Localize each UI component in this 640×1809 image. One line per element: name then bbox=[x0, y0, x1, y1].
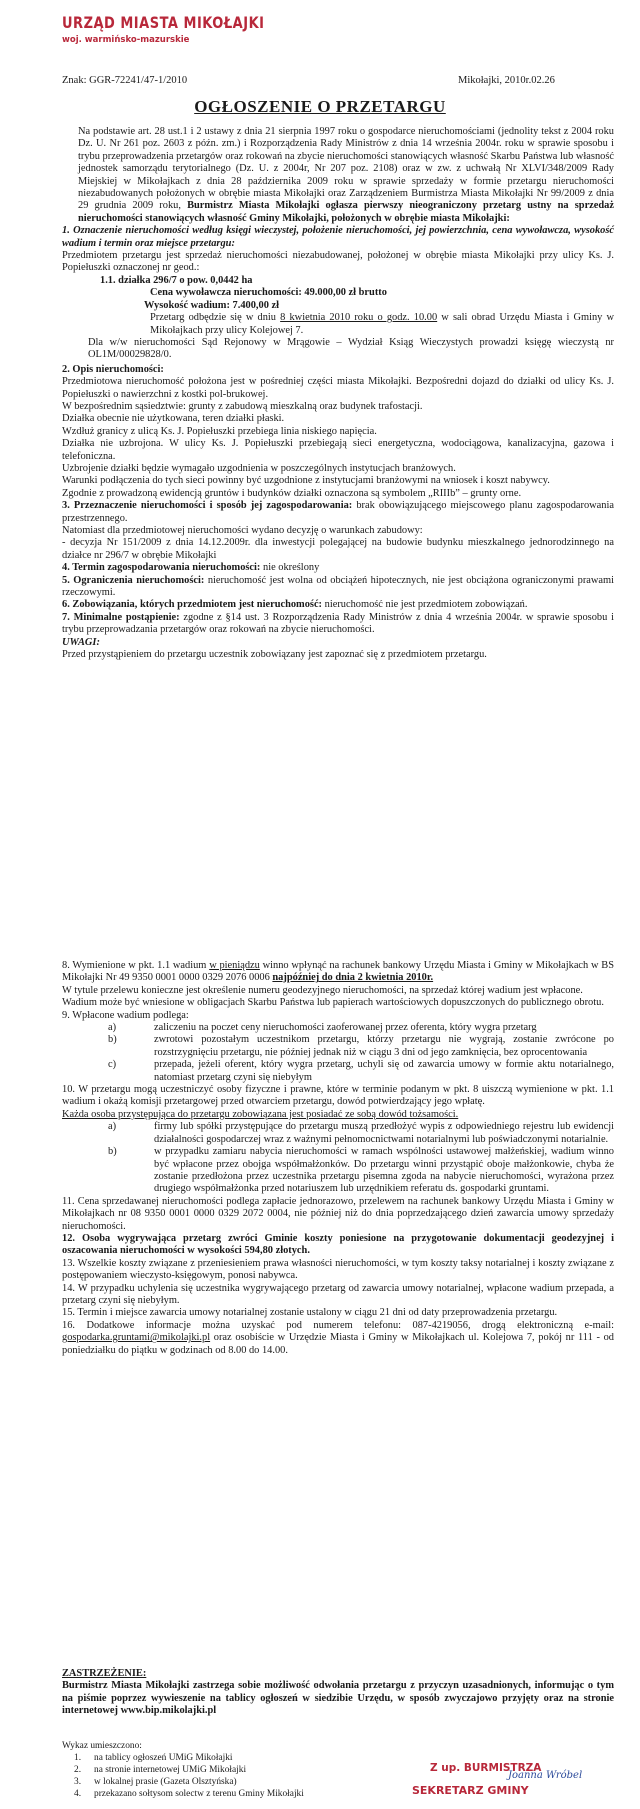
section-3-line: - decyzja Nr 151/2009 z dnia 14.12.2009r. dla inwestycji polegającej na budowie budynku mieszkalnego jednorodzinnego na działce nr 296/7 w obrębie Mikołajki bbox=[62, 537, 614, 561]
item-text: przepada, jeżeli oferent, który wygra przetarg, uchyli się od zawarcia umowy w formie aktu notarialnego, natomiast przetarg czyni się niebyłym bbox=[154, 1059, 614, 1083]
section-3-text: brak obowiązującego miejscowego planu zagospodarowania przestrzennego. bbox=[62, 500, 614, 524]
item-mark: c) bbox=[108, 1059, 117, 1071]
plot-line: 1.1. działka 296/7 o pow. 0,0442 ha bbox=[100, 274, 253, 286]
distribution-item bbox=[62, 1764, 392, 1776]
section-3-line: Natomiast dla przedmiotowej nieruchomości wydano decyzję o warunkach zabudowy: bbox=[62, 525, 423, 536]
section-16 bbox=[62, 1320, 614, 1357]
office-stamp-region: woj. warmińsko-mazurskie bbox=[62, 35, 190, 45]
intro-bold-text: Burmistrz Miasta Mikołajki ogłasza pierwszy nieograniczony przetarg ustny na sprzedaż nieruchomości stanowiących własność Gminy Mikołajki, położonych w obrębie miasta Mikołajki: bbox=[78, 200, 614, 224]
notes-heading: UWAGI: bbox=[62, 636, 100, 648]
auction-date-prefix: Przetarg odbędzie się w dniu bbox=[150, 312, 281, 324]
section-3-heading: 3. Przeznaczenie nieruchomości i sposób jej zagospodarowania: bbox=[62, 500, 353, 512]
place-date: Mikołajki, 2010r.02.26 bbox=[458, 75, 555, 86]
section-7-text: zgodne z §14 ust. 3 Rozporządzenia Rady Ministrów z dnia 4 września 2004r. w sprawie sposobu i trybu przeprowadzania przetargów oraz rokowań na zbycie nieruchomości. bbox=[62, 611, 614, 636]
section-2-line: Wzdłuż granicy z ulicą Ks. J. Popiełuszki przebiega linia niskiego napięcia. bbox=[62, 425, 377, 437]
section-4 bbox=[62, 562, 614, 574]
section-10-item bbox=[62, 1121, 614, 1146]
notes-text: Przed przystąpieniem do przetargu uczestnik zobowiązany jest zapoznać się z przedmiotem przetargu. bbox=[62, 649, 487, 661]
deposit-line: Wysokość wadium: 7.400,00 zł bbox=[144, 299, 279, 311]
section-7-heading: 7. Minimalne postąpienie: bbox=[62, 611, 180, 623]
distribution-heading: Wykaz umieszczono: bbox=[62, 1741, 142, 1751]
auction-date: 8 kwietnia 2010 roku o godz. 10.00 bbox=[280, 312, 438, 324]
item-text: firmy lub spółki przystępujące do przetargu muszą przedłożyć wypis z odpowiedniego rejestru lub ewidencji działalności gospodarczej wraz z ważnymi pełnomocnictwami notarialnymi lub poświadczonymi notarialnie. bbox=[154, 1121, 614, 1145]
section-2-line: Zgodnie z prowadzoną ewidencją gruntów i budynków działki oznaczona są symbolem „RIIIb” – grunty orne. bbox=[62, 487, 522, 499]
section-1-text: Przedmiotem przetargu jest sprzedaż nieruchomości niezabudowanej, położonej w obrębie miasta Mikołajki przy ulicy Ks. J. Popiełuszki oznaczonej nr geod.: bbox=[62, 250, 614, 274]
reservation-heading: ZASTRZEŻENIE: bbox=[62, 1668, 147, 1679]
distribution-list bbox=[62, 1740, 392, 1800]
section-8-account: winno wpłynąć na rachunek bankowy Urzędu Miasta i Gminy w Mikołajkach w BS Mikołajki Nr 49 9350 0001 0000 0329 2076 0006 bbox=[62, 960, 615, 984]
distribution-item bbox=[62, 1752, 392, 1764]
item-text: przekazano sołtysom solectw z terenu Gminy Mikołajki bbox=[94, 1789, 304, 1799]
section-12: 12. Osoba wygrywająca przetarg zwróci Gminie koszty poniesione na przygotowanie dokumentacji geodezyjnej i oszacowania nieruchomości w wysokości 594,80 złotych. bbox=[62, 1232, 614, 1257]
office-stamp-name: URZĄD MIASTA MIKOŁAJKI bbox=[62, 14, 265, 33]
signature-stamp-line1: Z up. BURMISTRZA bbox=[430, 1762, 542, 1774]
item-mark: b) bbox=[108, 1034, 117, 1046]
section-15: 15. Termin i miejsce zawarcia umowy notarialnej zostanie ustalony w ciągu 21 dni od daty przeprowadzenia przetargu. bbox=[62, 1307, 558, 1319]
court-register-line: Dla w/w nieruchomości Sąd Rejonowy w Mrągowie – Wydział Ksiąg Wieczystych prowadzi księgę wieczystą nr OL1M/00029828/0. bbox=[88, 336, 614, 361]
page-title: OGŁOSZENIE O PRZETARGU bbox=[194, 97, 446, 116]
item-mark: a) bbox=[108, 1022, 117, 1034]
section-5 bbox=[62, 575, 614, 600]
distribution-item bbox=[62, 1776, 392, 1788]
signature-stamp bbox=[412, 1762, 612, 1804]
section-2-line: Działka obecnie nie użytkowana, teren działki płaski. bbox=[62, 413, 285, 425]
announcement-body-part1 bbox=[62, 126, 614, 661]
section-10-id-note: Każda osoba przystępująca do przetargu zobowiązana jest posiadać ze sobą dowód tożsamości. bbox=[62, 1108, 459, 1120]
section-10: 10. W przetargu mogą uczestniczyć osoby fizyczne i prawne, które w terminie podanym w pkt. 8 uiszczą wymienione w pkt. 1.1 wadium i okażą komisji przetargowej przed otwarciem przetargu, dowód potwierdzający jego wpłatę. bbox=[62, 1084, 614, 1108]
section-2-heading: 2. Opis nieruchomości: bbox=[62, 363, 164, 375]
section-2-line: Warunki podłączenia do tych sieci powinny być uzgodnione z instytucjami branżowymi na wniosek i koszt nabywcy. bbox=[62, 475, 550, 487]
section-14: 14. W przypadku uchylenia się uczestnika wygrywającego przetarg od zawarcia umowy notarialnej, wpłacone wadium przepada, a przetarg czyni się niebyłym. bbox=[62, 1282, 614, 1306]
section-2-line: Przedmiotowa nieruchomość położona jest w pośredniej części miasta Mikołajki. Bezpośredni dojazd do działki od ulicy Ks. J. Popiełuszki o nawierzchni z kostki pol-brukowej. bbox=[62, 376, 614, 400]
section-8 bbox=[62, 960, 614, 985]
section-6 bbox=[62, 599, 614, 611]
item-text: na tablicy ogłoszeń UMiG Mikołajki bbox=[94, 1753, 233, 1763]
item-text: zwrotowi pozostałym uczestnikom przetargu, którzy przetargu nie wygrają, zostanie zwrócone po rozstrzygnięciu przetargu, nie później jednak niż w ciągu 3 dni od jego zamknięcia, bez oprocentowania bbox=[154, 1034, 614, 1058]
item-number: 4. bbox=[74, 1789, 82, 1799]
section-8-underlined: w pieniądzu bbox=[209, 960, 260, 971]
section-8-deadline: najpóźniej do dnia 2 kwietnia 2010r. bbox=[272, 972, 434, 984]
section-10-item bbox=[62, 1146, 614, 1196]
section-9-heading: 9. Wpłacone wadium podlega: bbox=[62, 1009, 189, 1021]
section-7 bbox=[62, 612, 614, 637]
section-8-prefix: 8. Wymienione w pkt. 1.1 wadium bbox=[62, 960, 210, 971]
section-4-heading: 4. Termin zagospodarowania nieruchomości: bbox=[62, 562, 261, 574]
section-2-line: Uzbrojenie działki będzie wymagało uzgodnienia w poszczególnych instytucjach branżowych. bbox=[62, 462, 456, 474]
office-stamp bbox=[62, 14, 265, 45]
handwritten-signature: Joanna Wróbel bbox=[508, 1770, 583, 1781]
item-text: zaliczeniu na poczet ceny nieruchomości zaoferowanej przez oferenta, który wygra przetarg bbox=[154, 1022, 537, 1034]
item-mark: b) bbox=[108, 1146, 117, 1158]
section-6-heading: 6. Zobowiązania, których przedmiotem jest nieruchomość: bbox=[62, 599, 323, 611]
section-8-line: W tytule przelewu konieczne jest określenie numeru geodezyjnego nieruchomości, na sprzedaż której wadium jest wpłacone. bbox=[62, 984, 583, 996]
section-16-prefix: 16. Dodatkowe informacje można uzyskać pod numerem telefonu: 087-4219056, drogą elektroniczną e-mail: bbox=[62, 1319, 614, 1331]
section-9-item bbox=[62, 1034, 614, 1059]
section-13: 13. Wszelkie koszty związane z przeniesieniem prawa własności nieruchomości, w tym koszty taksy notarialnej i koszty związane z postępowaniem wieczysto-księgowym, ponosi nabywca. bbox=[62, 1257, 614, 1282]
email-link[interactable]: gospodarka.gruntami@mikolajki.pl bbox=[62, 1332, 211, 1344]
section-6-text: nieruchomość nie jest przedmiotem zobowiązań. bbox=[322, 599, 528, 611]
intro-paragraph bbox=[62, 126, 614, 225]
distribution-item bbox=[62, 1788, 392, 1800]
section-16-suffix: oraz osobiście w Urzędzie Miasta i Gminy w Mikołajkach ul. Kolejowa 7, pokój nr 111 - od poniedziałku do piątku w godzinach od 8.00 do 14.00. bbox=[62, 1332, 614, 1356]
item-text: w przypadku zamiaru nabycia nieruchomości w ramach wspólności ustawowej małżeńskiej, wadium winno być wpłacone przez obojga współmałżonków. Do przetargu winni przystąpić oboje małżonkowie, chyba że zostanie przedłożona przez uczestnika przetargu pisemna zgoda na nabycie nieruchomości, wyrażona przez drugiego współmałżonka przed notariuszem lub urzędnikiem referatu ds. gospodarki gruntami. bbox=[154, 1146, 614, 1195]
section-5-text: nieruchomość jest wolna od obciążeń hipotecznych, nie jest obciążona ograniczonymi prawami rzeczowymi. bbox=[62, 574, 614, 599]
section-5-heading: 5. Ograniczenia nieruchomości: bbox=[62, 574, 205, 586]
item-text: na stronie internetowej UMiG Mikołajki bbox=[94, 1765, 247, 1775]
section-4-text: nie określony bbox=[260, 562, 320, 574]
signature-stamp-line2: SEKRETARZ GMINY bbox=[412, 1784, 529, 1797]
item-number: 1. bbox=[74, 1753, 82, 1763]
reservation-block bbox=[62, 1668, 614, 1718]
price-line: Cena wywoławcza nieruchomości: 49.000,00 zł brutto bbox=[150, 287, 387, 299]
item-text: w lokalnej prasie (Gazeta Olsztyńska) bbox=[94, 1777, 237, 1787]
section-9-item bbox=[62, 1022, 614, 1034]
section-9-item bbox=[62, 1059, 614, 1084]
section-8-line: Wadium może być wniesione w obligacjach Skarbu Państwa lub papierach wartościowych dopuszczonych do publicznego obrotu. bbox=[62, 997, 604, 1009]
section-1-heading: 1. Oznaczenie nieruchomości według księgi wieczystej, położenie nieruchomości, jej powierzchnia, cena wywoławcza, wysokość wadium i termin oraz miejsce przetargu: bbox=[62, 225, 614, 249]
announcement-body-part2 bbox=[62, 960, 614, 1357]
intro-text: Na podstawie art. 28 ust.1 i 2 ustawy z dnia 21 sierpnia 1997 roku o gospodarce nieruchomościami (jednolity tekst z 2004 roku Dz. U. Nr 261 poz. 2603 z późn. zm.) i Rozporządzenia Rady Ministrów z dnia 14 września 2004r. roku w sprawie sposobu i trybu przeprowadzenia przetargów oraz rokowań na zbycie nieruchomości stanowiących własność Skarbu Państwa lub własność jednostek samorządu terytorialnego (Dz. U. z 2004r, Nr 207 poz. 2108) oraz w zw. z uchwałą Nr XLVI/348/2009 Rady Miejskiej w Mikołajkach z dnia 28 października 2009 roku w sprawie sprzedaży w formie przetargu nieruchomości niezabudowanych położonych w obrębie miasta Mikołajki oraz Zarządzeniem Burmistrza Miasta Mikołajki Nr 99/2009 z dnia 29 grudnia 2009 roku, bbox=[78, 126, 614, 212]
reference-number: Znak: GGR-72241/47-1/2010 bbox=[62, 75, 188, 86]
item-number: 2. bbox=[74, 1765, 82, 1775]
auction-date-suffix: w sali obrad Urzędu Miasta i Gminy w Mikołajkach przy ulicy Kolejowej 7. bbox=[150, 312, 614, 336]
section-11: 11. Cena sprzedawanej nieruchomości podlega zapłacie jednorazowo, przelewem na rachunek bankowy Urzędu Miasta i Gminy w Mikołajkach nr 08 9350 0001 0000 0329 2072 0004, nie później niż do dnia poprzedzającego dzień zawarcia umowy sprzedaży nieruchomości. bbox=[62, 1195, 614, 1232]
section-2-line: Działka nie uzbrojona. W ulicy Ks. J. Popiełuszki przebiegają sieci energetyczna, wodociągowa, kanalizacyjna, gazowa i telefoniczna. bbox=[62, 438, 614, 462]
reservation-text: Burmistrz Miasta Mikołajki zastrzega sobie możliwość odwołania przetargu z przyczyn uzasadnionych, informując o tym na piśmie poprzez wywieszenie na tablicy ogłoszeń w siedzibie Urzędu, w sposób zwyczajowo przyjęty oraz na stronie internetowej www.bip.mikolajki.pl bbox=[62, 1680, 614, 1717]
auction-date-line bbox=[62, 312, 614, 337]
section-3 bbox=[62, 500, 614, 525]
section-2-line: W bezpośrednim sąsiedztwie: grunty z zabudową mieszkalną oraz budynek trafostacji. bbox=[62, 400, 423, 412]
item-number: 3. bbox=[74, 1777, 82, 1787]
item-mark: a) bbox=[108, 1121, 117, 1133]
